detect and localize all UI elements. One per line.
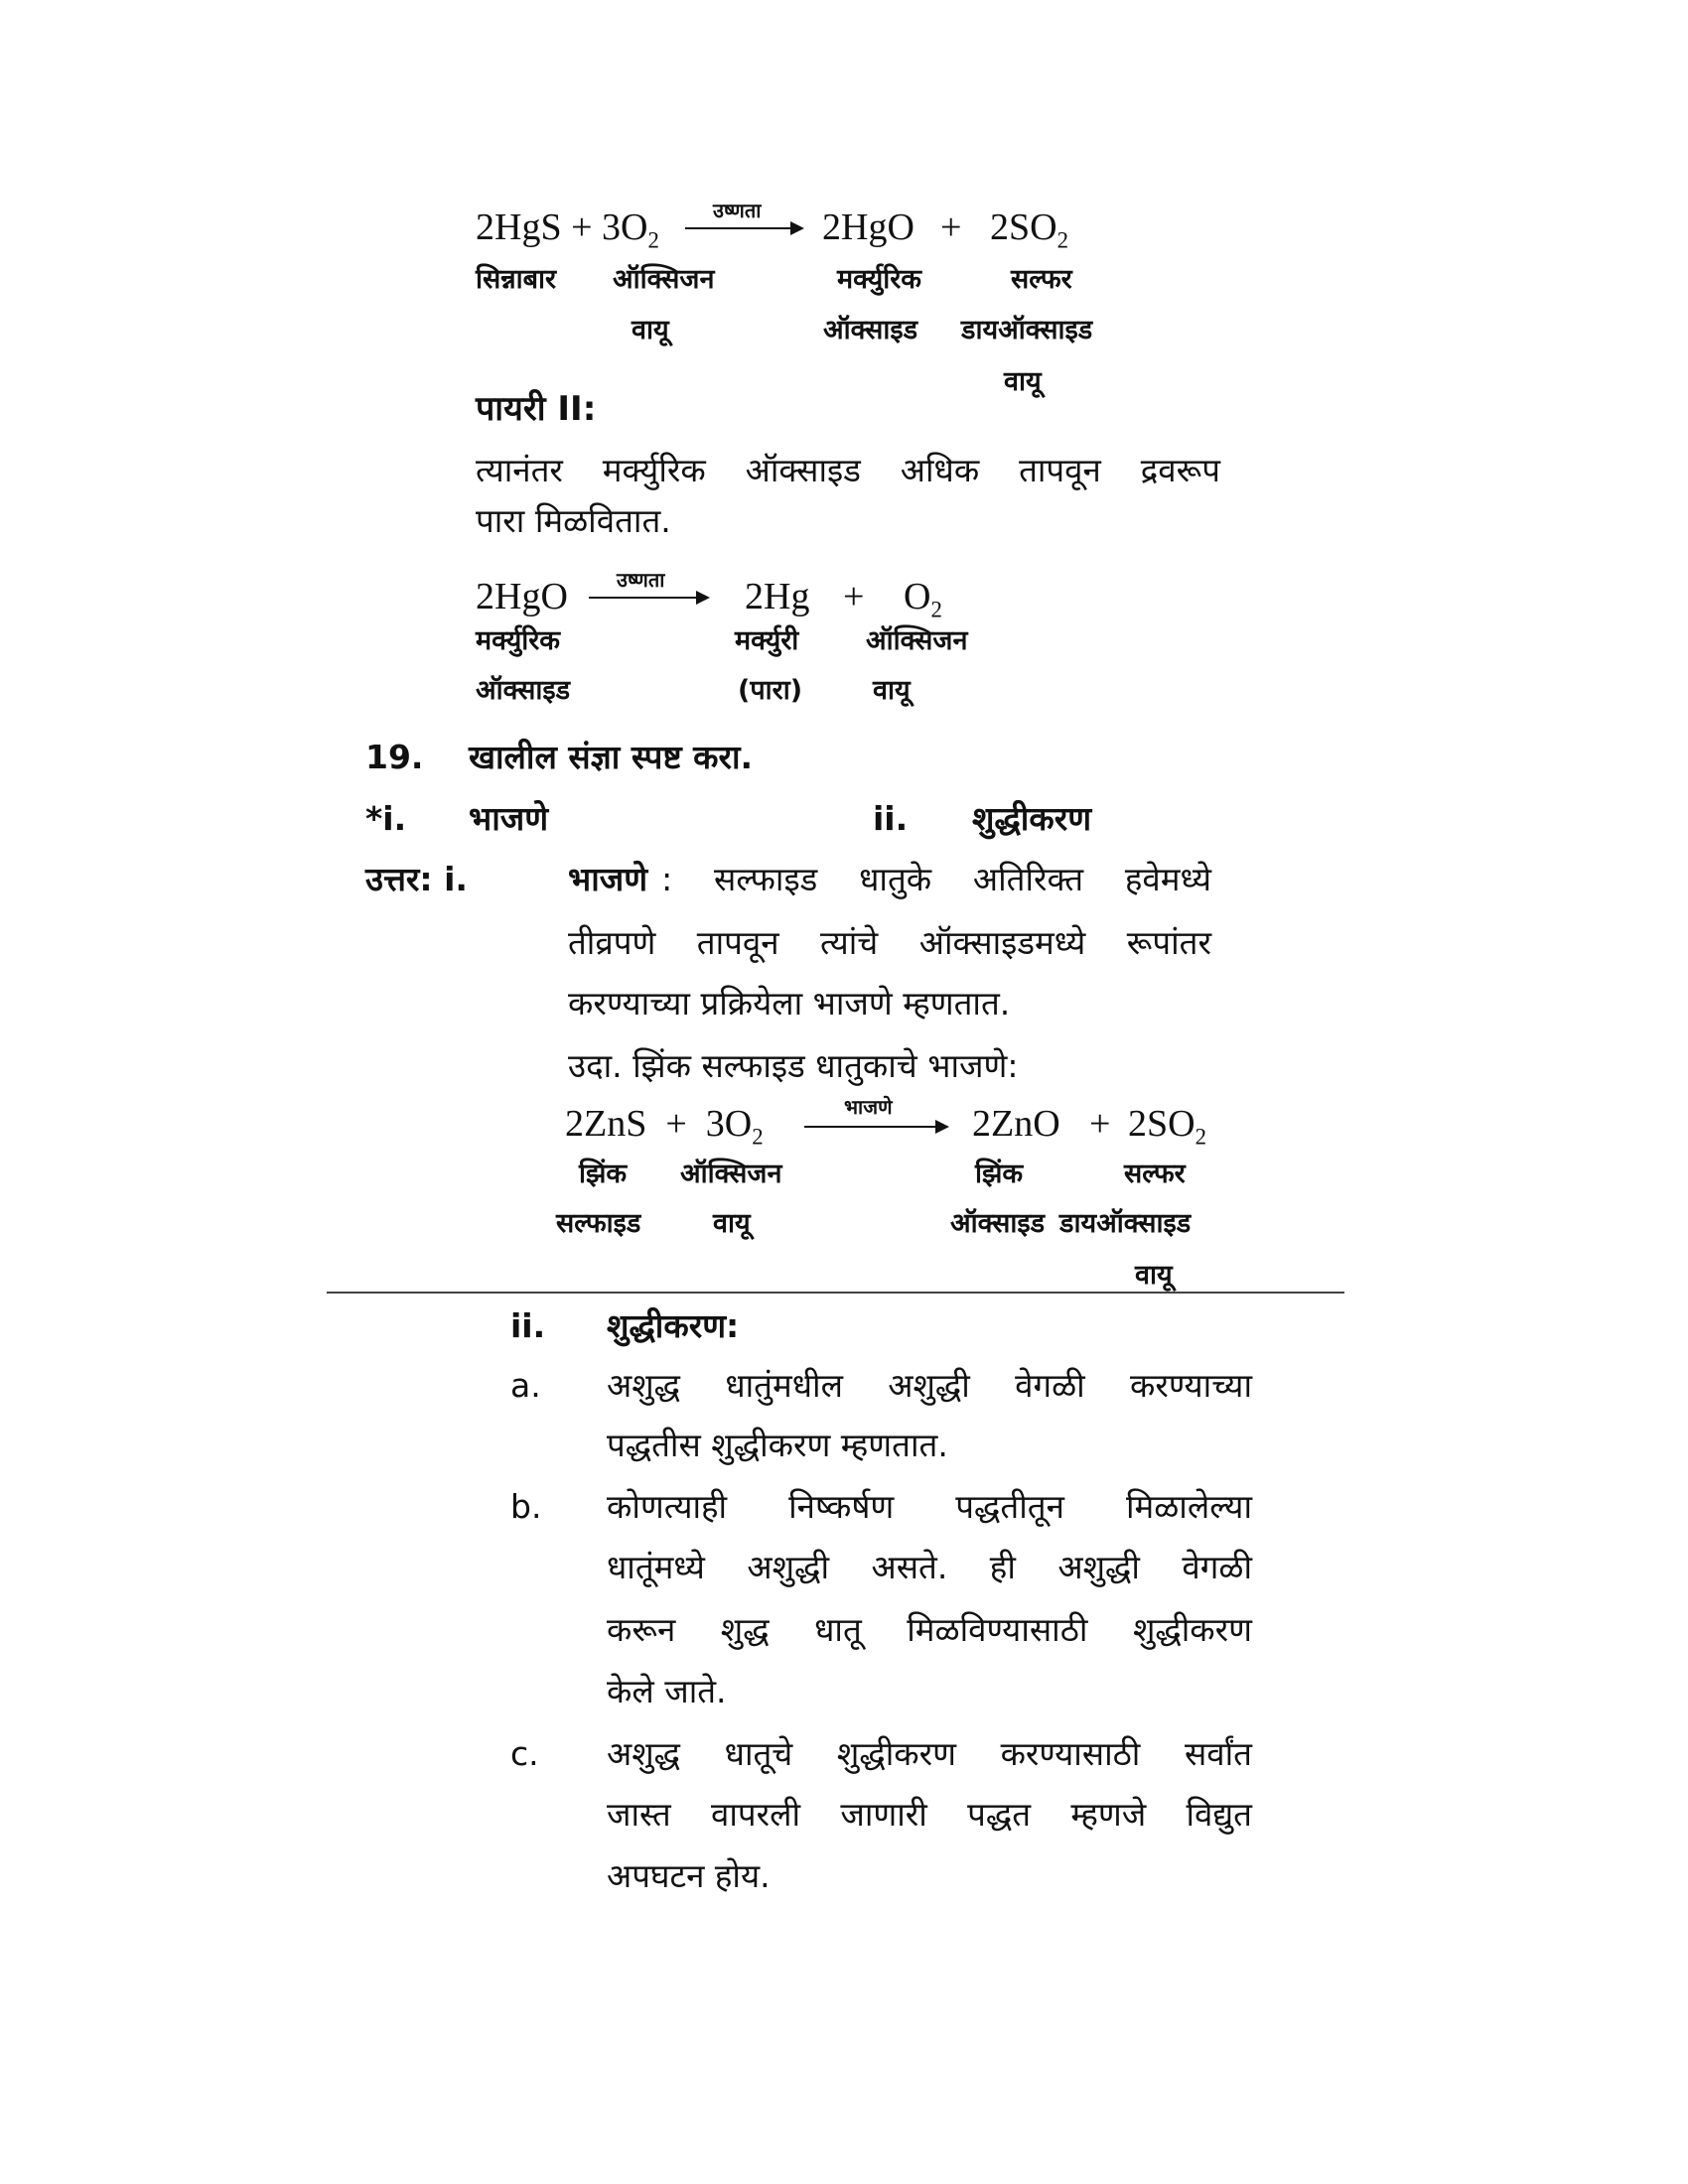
eq3-p2: 2SO: [1128, 1103, 1196, 1145]
eq3-left: 2ZnS + 3O: [565, 1103, 753, 1145]
eq3-plus: +: [1089, 1103, 1111, 1145]
subscript: 2: [647, 227, 659, 253]
paragraph-line: : सल्फाइड धातुके अतिरिक्त हवेमध्ये: [661, 860, 1211, 898]
eq3-label: झिंक: [975, 1159, 1024, 1189]
part-2-term: शुद्धीकरण: [972, 799, 1092, 838]
eq1-product-1: 2HgO: [822, 206, 914, 248]
question-text: खालील संज्ञा स्पष्ट करा.: [469, 738, 754, 776]
subscript: 2: [1195, 1124, 1206, 1150]
step-2-heading: पायरी II:: [476, 389, 597, 429]
eq1-label: ऑक्सिजन: [613, 264, 715, 295]
eq3-reactants: [565, 1100, 764, 1161]
paragraph-line: अशुद्ध धातूचे शुद्धीकरण करण्यासाठी सर्वांत: [607, 1734, 1252, 1773]
paragraph-line: करून शुद्ध धातू मिळविण्यासाठी शुद्धीकरण: [607, 1610, 1252, 1649]
paragraph-line: कोणत्याही निष्कर्षण पद्धतीतून मिळालेल्या: [607, 1487, 1252, 1526]
eq2-label: ऑक्साइड: [476, 675, 571, 706]
eq2-p2: O: [904, 576, 931, 617]
eq3-label: डायऑक्साइड: [1059, 1208, 1192, 1239]
part-1-marker: *i.: [365, 799, 407, 838]
reaction-arrow-icon: [804, 1126, 947, 1128]
eq1-label: वायू: [632, 315, 669, 345]
eq3-label: वायू: [713, 1208, 751, 1239]
paragraph-line: तीव्रपणे तापवून त्यांचे ऑक्साइडमध्ये रूपांतर: [568, 923, 1211, 962]
item-marker-b: b.: [510, 1487, 542, 1526]
eq3-label: सल्फाइड: [556, 1208, 641, 1239]
reaction-arrow-icon: [589, 597, 708, 599]
eq1-condition: उष्णता: [713, 199, 762, 222]
paragraph-line: उदा. झिंक सल्फाइड धातुकाचे भाजणे:: [568, 1046, 1019, 1085]
answer-label: उत्तर: i.: [365, 860, 468, 898]
eq1-label: मर्क्युरिक: [837, 264, 922, 295]
eq3-label: ऑक्सिजन: [680, 1159, 782, 1189]
divider-line: [327, 1292, 1344, 1294]
paragraph-line: जास्त वापरली जाणारी पद्धत म्हणजे विद्युत: [607, 1795, 1252, 1834]
eq2-plus: +: [843, 576, 865, 617]
item-marker-a: a.: [510, 1366, 541, 1405]
answer-first-line: [568, 858, 1211, 901]
subscript: 2: [930, 597, 942, 622]
eq1-label: डायऑक्साइड: [961, 315, 1093, 345]
subscript: 2: [752, 1124, 764, 1150]
part-2-marker: ii.: [873, 799, 909, 838]
question-number: 19.: [365, 738, 424, 776]
eq3-label: सल्फर: [1124, 1159, 1186, 1189]
eq2-label: मर्क्युरी: [735, 625, 799, 656]
eq2-label: ऑक्सिजन: [866, 625, 968, 656]
eq3-product-2: [1128, 1100, 1206, 1161]
eq2-label: वायू: [873, 675, 911, 706]
paragraph-line: केले जाते.: [607, 1672, 727, 1710]
eq1-label: सल्फर: [1011, 264, 1072, 295]
eq1-left: 2HgS + 3O: [476, 206, 648, 248]
eq1-plus: +: [940, 206, 962, 248]
eq3-label: झिंक: [579, 1159, 628, 1189]
paragraph-line: करण्याच्या प्रक्रियेला भाजणे म्हणतात.: [568, 984, 1011, 1023]
subscript: 2: [1056, 227, 1068, 253]
eq1-p2: 2SO: [990, 206, 1057, 248]
reaction-arrow-icon: [685, 227, 802, 229]
eq3-label: ऑक्साइड: [950, 1208, 1046, 1239]
eq2-label: मर्क्युरिक: [476, 625, 561, 656]
paragraph-line: पद्धतीस शुद्धीकरण म्हणतात.: [607, 1426, 948, 1464]
eq1-product-2: [990, 204, 1068, 265]
eq1-label: सिन्नाबार: [476, 264, 557, 295]
eq2-condition: उष्णता: [617, 568, 665, 592]
answer-term: भाजणे: [568, 860, 648, 898]
paragraph-line: पारा मिळवितात.: [476, 501, 671, 540]
eq2-reactant: 2HgO: [476, 576, 568, 617]
paragraph-line: धातूंमध्ये अशुद्धी असते. ही अशुद्धी वेगळी: [607, 1548, 1252, 1586]
eq1-reactants: [476, 204, 659, 265]
paragraph-line: त्यानंतर मर्क्युरिक ऑक्साइड अधिक तापवून द्रवरूप: [476, 451, 1220, 489]
answer-2-heading: शुद्धीकरण:: [607, 1306, 740, 1345]
paragraph-line: अशुद्ध धातुंमधील अशुद्धी वेगळी करण्याच्या: [607, 1366, 1252, 1405]
part-1-term: भाजणे: [469, 799, 549, 838]
eq3-label: वायू: [1135, 1260, 1173, 1291]
answer-2-marker: ii.: [510, 1306, 546, 1345]
eq2-product-1: 2Hg: [745, 576, 810, 617]
eq2-label: (पारा): [738, 675, 803, 706]
paragraph-line: अपघटन होय.: [607, 1856, 771, 1895]
eq1-label: वायू: [1004, 366, 1042, 397]
item-marker-c: c.: [510, 1734, 539, 1773]
eq3-product-1: 2ZnO: [972, 1103, 1060, 1145]
eq3-condition: भाजणे: [844, 1095, 893, 1119]
eq1-label: ऑक्साइड: [823, 315, 918, 345]
